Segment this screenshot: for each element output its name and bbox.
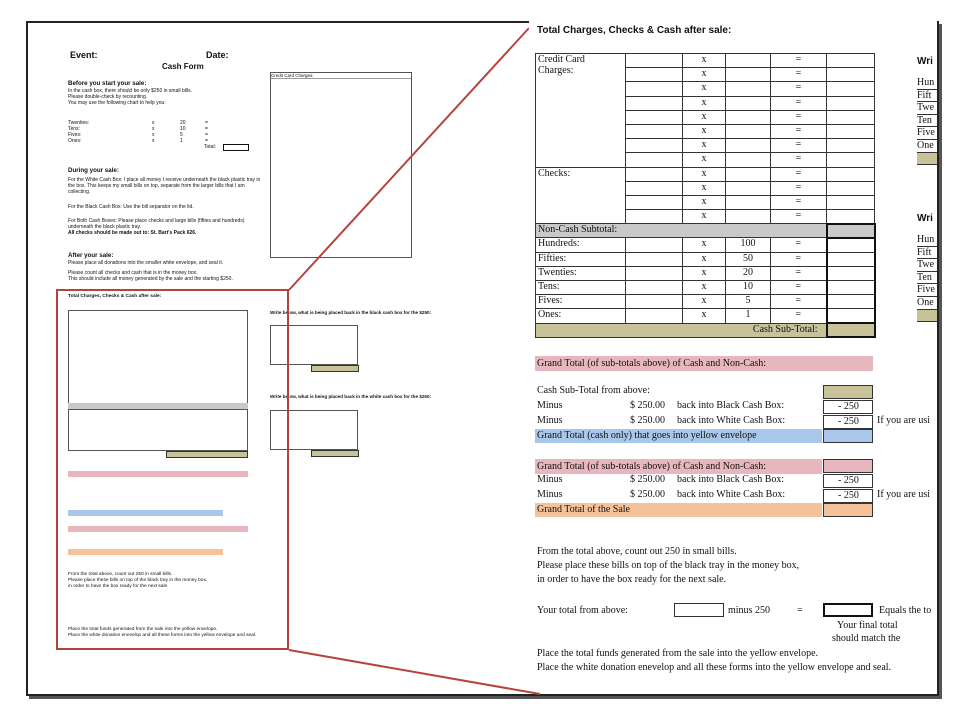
check-total-cell[interactable] — [827, 210, 875, 224]
check-amount-cell[interactable] — [626, 195, 683, 209]
final-total-box[interactable] — [823, 603, 873, 617]
cash-subtotal-from-above: Cash Sub-Total from above: — [537, 385, 650, 396]
denom-mult: 5 — [726, 295, 771, 309]
start-row-eq: = — [205, 132, 208, 138]
charge-qty-cell[interactable] — [726, 96, 771, 110]
denom-label: Hundreds: — [536, 238, 626, 252]
right-row: One — [917, 297, 937, 310]
zoomed-section — [529, 21, 937, 681]
denom-count-cell[interactable] — [626, 281, 683, 295]
denom-count-cell[interactable] — [626, 295, 683, 309]
denom-total-cell[interactable] — [827, 252, 875, 266]
denom-total-cell[interactable] — [827, 281, 875, 295]
denom-mult: 1 — [726, 309, 771, 323]
cash-subtotal-row — [536, 323, 875, 337]
cash-subtotal-cell[interactable] — [827, 323, 875, 337]
noncash-subtotal-row — [536, 224, 875, 238]
eq-cell: = — [771, 54, 827, 68]
right-heading: Wri — [917, 213, 933, 224]
minus-value-black-2: - 250 — [838, 475, 859, 486]
x-cell: x — [683, 309, 726, 323]
right-row: Ten — [917, 272, 937, 285]
start-row-eq: = — [205, 138, 208, 144]
after-heading: After your sale: — [68, 252, 114, 259]
charge-amount-cell[interactable] — [626, 68, 683, 82]
grand-sale-bar: Grand Total of the Sale — [535, 503, 822, 517]
denom-total-cell[interactable] — [827, 266, 875, 280]
x-cell: x — [683, 252, 726, 266]
eq-cell: = — [771, 124, 827, 138]
right-row: One — [917, 140, 937, 153]
eq-cell: = — [771, 110, 827, 124]
start-total-label: Total: — [204, 144, 216, 150]
if-using-note: If you are usi — [877, 415, 931, 426]
thumb-total-title: Total Charges, Checks & Cash after sale: — [68, 294, 162, 299]
cash-subtotal-from-above-box[interactable] — [823, 385, 873, 399]
x-cell: x — [683, 281, 726, 295]
grand-total-both-bar-2: Grand Total (of sub-totals above) of Cash and Non-Cash: — [535, 459, 822, 474]
denom-total-cell[interactable] — [827, 309, 875, 323]
credit-row — [536, 54, 875, 68]
right-table-black — [917, 56, 937, 165]
charge-qty-cell[interactable] — [726, 139, 771, 153]
checks-label: Checks: — [538, 167, 571, 179]
minus-value-black: - 250 — [838, 401, 859, 412]
your-total-label: Your total from above: — [537, 605, 628, 616]
thumb-count-line: Please place these bills on top of the black tray in the money box, — [68, 577, 208, 583]
start-row-eq: = — [205, 126, 208, 132]
grand-total-both-bar: Grand Total (of sub-totals above) of Cash and Non-Cash: — [535, 356, 873, 371]
denom-mult: 50 — [726, 252, 771, 266]
x-cell: x — [683, 153, 726, 167]
event-label: Event: — [70, 50, 98, 60]
right-row: Fift — [917, 90, 937, 103]
charge-amount-cell[interactable] — [626, 54, 683, 68]
denom-row — [536, 295, 875, 309]
x-cell: x — [683, 181, 726, 195]
thumb-credit-label: Credit Card Charges: — [271, 73, 314, 78]
right-subtotal-bar — [917, 153, 937, 165]
eq-cell: = — [771, 96, 827, 110]
minus-label-white-2: Minus — [537, 489, 563, 500]
right-row: Five — [917, 127, 937, 140]
charge-amount-cell[interactable] — [626, 82, 683, 96]
noncash-subtotal-label: Non-Cash Subtotal: — [536, 224, 827, 238]
start-row-mult: 1 — [180, 138, 183, 144]
checks-row — [536, 167, 875, 181]
eq-cell: = — [771, 153, 827, 167]
denom-mult: 20 — [726, 266, 771, 280]
eq-cell: = — [771, 266, 827, 280]
credit-label-2: Charges: — [538, 65, 574, 76]
minus-label-white: Minus — [537, 415, 563, 426]
eq-cell: = — [771, 195, 827, 209]
charge-total-cell[interactable] — [827, 139, 875, 153]
equals-total-label: Equals the to — [879, 605, 932, 616]
eq-cell: = — [771, 238, 827, 252]
denom-total-cell[interactable] — [827, 295, 875, 309]
right-subtotal-bar — [917, 310, 937, 322]
count-line: in order to have the box ready for the next sale. — [537, 574, 727, 585]
start-row-mult: 5 — [180, 132, 183, 138]
zoom-title: Total Charges, Checks & Cash after sale: — [537, 25, 732, 36]
x-cell: x — [683, 210, 726, 224]
check-amount-cell[interactable] — [626, 181, 683, 195]
date-label: Date: — [206, 50, 229, 60]
your-total-box[interactable] — [674, 603, 724, 617]
amount-black-2: $ 250.00 — [630, 474, 665, 485]
cash-subtotal-label: Cash Sub-Total: — [536, 323, 827, 337]
place-line: Place the white donation enevelop and all these forms into the yellow envelope and seal. — [537, 662, 892, 673]
charge-amount-cell[interactable] — [626, 110, 683, 124]
denom-row — [536, 252, 875, 266]
charge-qty-cell[interactable] — [726, 82, 771, 96]
denom-mult: 100 — [726, 238, 771, 252]
place-line: Place the total funds generated from the sale into the yellow envelope. — [537, 648, 819, 659]
x-cell: x — [683, 96, 726, 110]
check-qty-cell[interactable] — [726, 181, 771, 195]
check-total-cell[interactable] — [827, 181, 875, 195]
charge-total-cell[interactable] — [827, 54, 875, 68]
charge-qty-cell[interactable] — [726, 68, 771, 82]
start-row-mult: 10 — [180, 126, 186, 132]
amount-white-2: $ 250.00 — [630, 489, 665, 500]
thumb-write-black: Write below, what is being placed back in the black cash box for the $250: — [270, 310, 432, 315]
minus-value-white: - 250 — [838, 416, 859, 427]
charge-amount-cell[interactable] — [626, 96, 683, 110]
x-cell: x — [683, 68, 726, 82]
denom-label: Fifties: — [536, 252, 626, 266]
eq-cell: = — [771, 210, 827, 224]
charge-amount-cell[interactable] — [626, 139, 683, 153]
start-row-label: Twenties: — [68, 120, 90, 126]
charge-amount-cell[interactable] — [626, 124, 683, 138]
before-line: In the cash box, there should be only $250 in small bills. — [68, 87, 192, 94]
minus-label-black-2: Minus — [537, 474, 563, 485]
right-row: Hun — [917, 77, 937, 90]
during-black: For the Black Cash Box: Use the bill separator on the lid. — [68, 203, 194, 210]
start-row-label: Tens: — [68, 126, 80, 132]
back-white-label-2: back into White Cash Box: — [677, 489, 786, 500]
thumb-write-white: Write below, what is being placed back in the white cash box for the $250: — [270, 394, 432, 399]
start-row-x: x — [152, 132, 155, 138]
eq-cell: = — [771, 68, 827, 82]
eq-cell: = — [771, 281, 827, 295]
thumb-count-line: in order to have the box ready for the next sale. — [68, 583, 169, 589]
x-cell: x — [683, 124, 726, 138]
charge-total-cell[interactable] — [827, 110, 875, 124]
right-row: Five — [917, 284, 937, 297]
denom-label: Tens: — [536, 281, 626, 295]
x-cell: x — [683, 139, 726, 153]
minus-value-white-2: - 250 — [838, 490, 859, 501]
denom-count-cell[interactable] — [626, 252, 683, 266]
charge-total-cell[interactable] — [827, 82, 875, 96]
minus-250-label: minus 250 — [728, 605, 770, 616]
noncash-subtotal-cell[interactable] — [827, 224, 875, 238]
grand-cash-only-box[interactable] — [823, 429, 873, 443]
charge-qty-cell[interactable] — [726, 54, 771, 68]
eq-cell: = — [771, 139, 827, 153]
charge-qty-cell[interactable] — [726, 124, 771, 138]
after-line: Please count all checks and cash that is in the money box. — [68, 270, 198, 276]
eq-cell: = — [771, 309, 827, 323]
check-total-cell[interactable] — [827, 195, 875, 209]
checks-label-cell — [536, 167, 626, 224]
after-line: This should include all money generated by the sale and the starting $250. — [68, 276, 233, 283]
x-cell: x — [683, 238, 726, 252]
eq-cell: = — [771, 295, 827, 309]
denom-mult: 10 — [726, 281, 771, 295]
check-total-cell[interactable] — [827, 167, 875, 181]
right-row: Twe — [917, 259, 937, 272]
thumb-place-line: Place the total funds generated from the sale into the yellow envelope. — [68, 627, 218, 632]
start-row-mult: 20 — [180, 120, 186, 126]
minus-label-black: Minus — [537, 400, 563, 411]
denom-row — [536, 238, 875, 252]
amount-black: $ 250.00 — [630, 400, 665, 411]
charges-table — [535, 53, 876, 338]
count-line: From the total above, count out 250 in small bills. — [537, 546, 737, 557]
check-amount-cell[interactable] — [626, 167, 683, 181]
equals-sign: = — [797, 605, 803, 616]
right-row: Twe — [917, 102, 937, 115]
thumb-count-line: From the total above, count out 250 in small bills. — [68, 572, 173, 577]
amount-white: $ 250.00 — [630, 415, 665, 426]
credit-label-cell — [536, 54, 626, 168]
start-row-x: x — [152, 126, 155, 132]
before-line: Please double-check by recounting. — [68, 94, 148, 100]
x-cell: x — [683, 54, 726, 68]
start-row-label: Fives: — [68, 132, 82, 138]
grand-total-both-box-2[interactable] — [823, 459, 873, 473]
denom-count-cell[interactable] — [626, 238, 683, 252]
eq-cell: = — [771, 181, 827, 195]
right-heading: Wri — [917, 56, 933, 67]
before-heading: Before you start your sale: — [68, 80, 147, 87]
after-line: Please place all donations into the smaller white envelope, and seal it. — [68, 259, 224, 266]
charge-qty-cell[interactable] — [726, 110, 771, 124]
start-row-x: x — [152, 138, 155, 144]
thumb-place-line: Place the white donation enevelop and all these forms into the yellow envelope and seal. — [68, 632, 257, 638]
credit-label-1: Credit Card — [538, 54, 585, 65]
denom-count-cell[interactable] — [626, 266, 683, 280]
start-row-label: Ones: — [68, 138, 82, 144]
form-title: Cash Form — [162, 62, 204, 71]
during-white: For the White Cash Box: I place all money I receive underneath the black plastic tray in the box. This keeps my small bills on top, separate from the larger bills that I am collecting. — [68, 176, 261, 196]
x-cell: x — [683, 110, 726, 124]
denom-row — [536, 309, 875, 323]
before-line: You may use the following chart to help you: — [68, 100, 166, 107]
check-qty-cell[interactable] — [726, 195, 771, 209]
final-note-2: should match the — [832, 633, 901, 644]
charge-total-cell[interactable] — [827, 68, 875, 82]
right-row: Ten — [917, 115, 937, 128]
checks-line: All checks should be made out to: St. Bart's Pack 626. — [68, 230, 197, 237]
back-black-label: back into Black Cash Box: — [677, 400, 785, 411]
x-cell: x — [683, 295, 726, 309]
x-cell: x — [683, 167, 726, 181]
right-row: Hun — [917, 234, 937, 247]
check-amount-cell[interactable] — [626, 210, 683, 224]
denom-row — [536, 266, 875, 280]
right-row: Fift — [917, 247, 937, 260]
during-heading: During your sale: — [68, 167, 119, 174]
charge-amount-cell[interactable] — [626, 153, 683, 167]
charge-total-cell[interactable] — [827, 153, 875, 167]
during-both: For Both Cash Boxes: Please place checks and large bills (fifties and hundreds) underneath the black plastic tray. — [68, 217, 245, 230]
grand-cash-only-bar: Grand Total (cash only) that goes into yellow envelope — [535, 429, 822, 443]
check-qty-cell[interactable] — [726, 167, 771, 181]
back-black-label-2: back into Black Cash Box: — [677, 474, 785, 485]
if-using-note-2: If you are usi — [877, 489, 931, 500]
charge-qty-cell[interactable] — [726, 153, 771, 167]
x-cell: x — [683, 266, 726, 280]
eq-cell: = — [771, 167, 827, 181]
count-line: Please place these bills on top of the black tray in the money box, — [537, 560, 800, 571]
start-row-eq: = — [205, 120, 208, 126]
back-white-label: back into White Cash Box: — [677, 415, 786, 426]
start-row-x: x — [152, 120, 155, 126]
x-cell: x — [683, 195, 726, 209]
charge-total-cell[interactable] — [827, 124, 875, 138]
right-table-white — [917, 213, 937, 322]
denom-row — [536, 281, 875, 295]
eq-cell: = — [771, 82, 827, 96]
charge-total-cell[interactable] — [827, 96, 875, 110]
denom-label: Fives: — [536, 295, 626, 309]
denom-label: Twenties: — [536, 266, 626, 280]
denom-total-cell[interactable] — [827, 238, 875, 252]
x-cell: x — [683, 82, 726, 96]
denom-count-cell[interactable] — [626, 309, 683, 323]
grand-sale-box[interactable] — [823, 503, 873, 517]
denom-label: Ones: — [536, 309, 626, 323]
check-qty-cell[interactable] — [726, 210, 771, 224]
eq-cell: = — [771, 252, 827, 266]
final-note-1: Your final total — [837, 620, 898, 631]
